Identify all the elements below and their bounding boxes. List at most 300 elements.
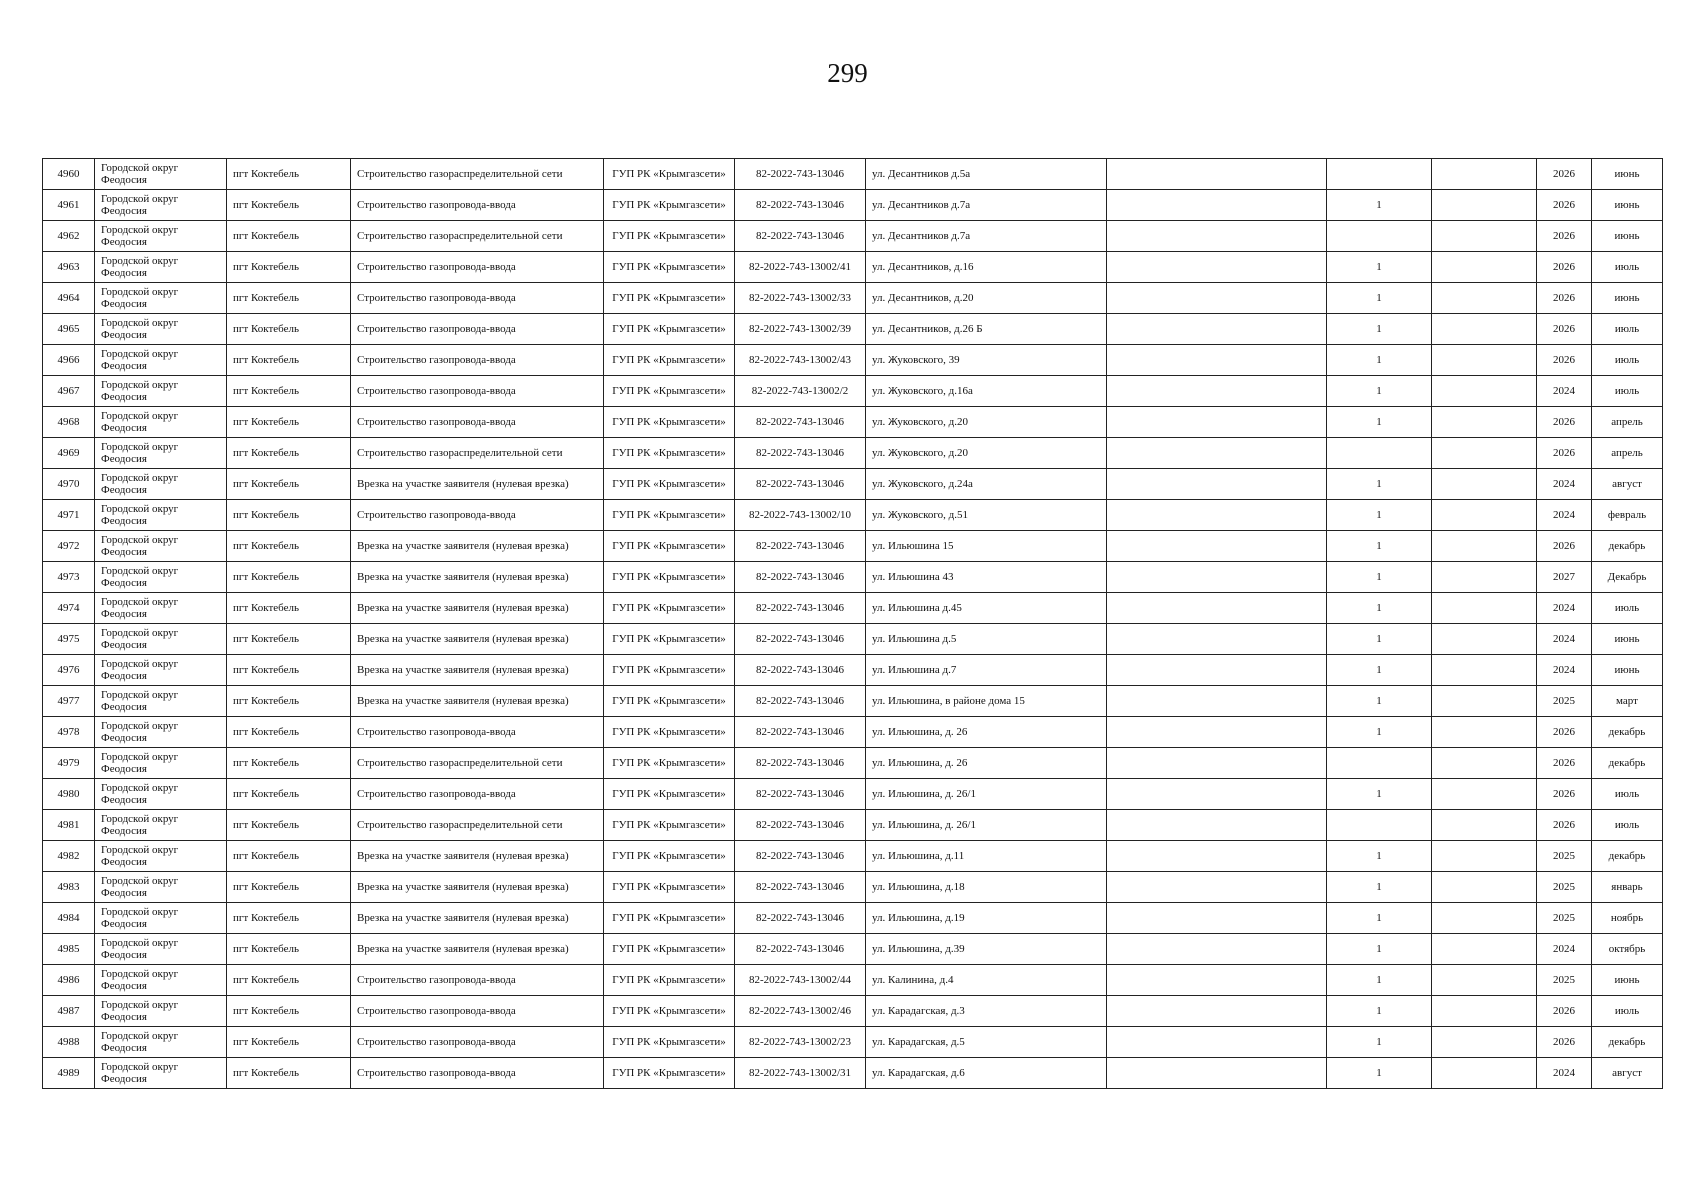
settlement-cell: пгт Коктебель (227, 469, 351, 500)
municipality-cell: Городской округ Феодосия (95, 1058, 227, 1089)
organization-cell: ГУП РК «Крымгазсети» (604, 500, 735, 531)
empty-cell (1107, 779, 1327, 810)
row-number: 4965 (43, 314, 95, 345)
address-cell: ул. Карадагская, д.3 (866, 996, 1107, 1027)
organization-cell: ГУП РК «Крымгазсети» (604, 407, 735, 438)
municipality-cell: Городской округ Феодосия (95, 593, 227, 624)
program-code-cell: 82-2022-743-13002/46 (735, 996, 866, 1027)
row-number: 4986 (43, 965, 95, 996)
empty-cell (1432, 965, 1537, 996)
work-type-cell: Строительство газопровода-ввода (351, 996, 604, 1027)
address-cell: ул. Ильюшина, д. 26 (866, 717, 1107, 748)
work-type-cell: Врезка на участке заявителя (нулевая врезка) (351, 624, 604, 655)
empty-cell (1432, 1058, 1537, 1089)
settlement-cell: пгт Коктебель (227, 190, 351, 221)
work-type-cell: Строительство газопровода-ввода (351, 717, 604, 748)
empty-cell (1107, 717, 1327, 748)
settlement-cell: пгт Коктебель (227, 872, 351, 903)
settlement-cell: пгт Коктебель (227, 779, 351, 810)
table-row (43, 1058, 1663, 1089)
empty-cell (1432, 686, 1537, 717)
settlement-cell: пгт Коктебель (227, 655, 351, 686)
organization-cell: ГУП РК «Крымгазсети» (604, 686, 735, 717)
program-code-cell: 82-2022-743-13046 (735, 872, 866, 903)
month-cell: ноябрь (1592, 903, 1663, 934)
year-cell: 2026 (1537, 283, 1592, 314)
municipality-cell: Городской округ Феодосия (95, 159, 227, 190)
year-cell: 2026 (1537, 531, 1592, 562)
address-cell: ул. Ильюшина 15 (866, 531, 1107, 562)
settlement-cell: пгт Коктебель (227, 438, 351, 469)
address-cell: ул. Жуковского, 39 (866, 345, 1107, 376)
work-type-cell: Строительство газопровода-ввода (351, 345, 604, 376)
empty-cell (1107, 934, 1327, 965)
program-code-cell: 82-2022-743-13002/33 (735, 283, 866, 314)
row-number: 4967 (43, 376, 95, 407)
organization-cell: ГУП РК «Крымгазсети» (604, 1058, 735, 1089)
work-type-cell: Врезка на участке заявителя (нулевая врезка) (351, 531, 604, 562)
municipality-cell: Городской округ Феодосия (95, 562, 227, 593)
page-number: 299 (827, 58, 868, 88)
empty-cell (1432, 841, 1537, 872)
program-code-cell: 82-2022-743-13046 (735, 159, 866, 190)
empty-cell (1432, 438, 1537, 469)
work-type-cell: Врезка на участке заявителя (нулевая врезка) (351, 872, 604, 903)
month-cell: Декабрь (1592, 562, 1663, 593)
year-cell: 2025 (1537, 965, 1592, 996)
settlement-cell: пгт Коктебель (227, 748, 351, 779)
municipality-cell: Городской округ Феодосия (95, 748, 227, 779)
work-type-cell: Врезка на участке заявителя (нулевая врезка) (351, 841, 604, 872)
municipality-cell: Городской округ Феодосия (95, 531, 227, 562)
organization-cell: ГУП РК «Крымгазсети» (604, 903, 735, 934)
address-cell: ул. Жуковского, д.20 (866, 438, 1107, 469)
year-cell: 2025 (1537, 841, 1592, 872)
empty-cell (1432, 903, 1537, 934)
organization-cell: ГУП РК «Крымгазсети» (604, 872, 735, 903)
month-cell: январь (1592, 872, 1663, 903)
empty-cell (1107, 159, 1327, 190)
empty-cell (1432, 562, 1537, 593)
table-row (43, 1027, 1663, 1058)
table-row (43, 779, 1663, 810)
address-cell: ул. Ильюшина, в районе дома 15 (866, 686, 1107, 717)
work-type-cell: Врезка на участке заявителя (нулевая врезка) (351, 903, 604, 934)
empty-cell (1432, 655, 1537, 686)
row-number: 4972 (43, 531, 95, 562)
month-cell: июль (1592, 345, 1663, 376)
municipality-cell: Городской округ Феодосия (95, 965, 227, 996)
organization-cell: ГУП РК «Крымгазсети» (604, 345, 735, 376)
table-row (43, 872, 1663, 903)
municipality-cell: Городской округ Феодосия (95, 655, 227, 686)
program-code-cell: 82-2022-743-13002/41 (735, 252, 866, 283)
row-number: 4960 (43, 159, 95, 190)
municipality-cell: Городской округ Феодосия (95, 345, 227, 376)
work-type-cell: Строительство газопровода-ввода (351, 376, 604, 407)
work-type-cell: Строительство газораспределительной сети (351, 810, 604, 841)
program-code-cell: 82-2022-743-13046 (735, 438, 866, 469)
address-cell: ул. Ильюшина 43 (866, 562, 1107, 593)
empty-cell (1432, 252, 1537, 283)
row-number: 4973 (43, 562, 95, 593)
empty-cell (1432, 717, 1537, 748)
month-cell: июнь (1592, 655, 1663, 686)
address-cell: ул. Жуковского, д.51 (866, 500, 1107, 531)
tie-in-count-cell: 1 (1327, 283, 1432, 314)
year-cell: 2024 (1537, 376, 1592, 407)
organization-cell: ГУП РК «Крымгазсети» (604, 252, 735, 283)
empty-cell (1107, 407, 1327, 438)
program-code-cell: 82-2022-743-13046 (735, 407, 866, 438)
empty-cell (1432, 283, 1537, 314)
address-cell: ул. Жуковского, д.20 (866, 407, 1107, 438)
program-code-cell: 82-2022-743-13002/2 (735, 376, 866, 407)
empty-cell (1432, 314, 1537, 345)
row-number: 4969 (43, 438, 95, 469)
table-row (43, 965, 1663, 996)
table-row (43, 655, 1663, 686)
gasification-table (42, 158, 1663, 1089)
address-cell: ул. Десантников д.7а (866, 221, 1107, 252)
empty-cell (1107, 655, 1327, 686)
year-cell: 2026 (1537, 190, 1592, 221)
empty-cell (1107, 996, 1327, 1027)
municipality-cell: Городской округ Феодосия (95, 469, 227, 500)
table-row (43, 717, 1663, 748)
work-type-cell: Строительство газопровода-ввода (351, 190, 604, 221)
settlement-cell: пгт Коктебель (227, 717, 351, 748)
month-cell: март (1592, 686, 1663, 717)
empty-cell (1107, 965, 1327, 996)
table-row (43, 159, 1663, 190)
settlement-cell: пгт Коктебель (227, 841, 351, 872)
year-cell: 2024 (1537, 469, 1592, 500)
organization-cell: ГУП РК «Крымгазсети» (604, 748, 735, 779)
table-row (43, 686, 1663, 717)
row-number: 4984 (43, 903, 95, 934)
table-row (43, 593, 1663, 624)
month-cell: февраль (1592, 500, 1663, 531)
program-code-cell: 82-2022-743-13046 (735, 686, 866, 717)
settlement-cell: пгт Коктебель (227, 159, 351, 190)
table-row (43, 934, 1663, 965)
tie-in-count-cell: 1 (1327, 934, 1432, 965)
tie-in-count-cell: 1 (1327, 531, 1432, 562)
tie-in-count-cell (1327, 748, 1432, 779)
row-number: 4964 (43, 283, 95, 314)
table-row (43, 562, 1663, 593)
month-cell: июнь (1592, 221, 1663, 252)
organization-cell: ГУП РК «Крымгазсети» (604, 469, 735, 500)
settlement-cell: пгт Коктебель (227, 624, 351, 655)
tie-in-count-cell: 1 (1327, 655, 1432, 686)
organization-cell: ГУП РК «Крымгазсети» (604, 655, 735, 686)
program-code-cell: 82-2022-743-13002/39 (735, 314, 866, 345)
work-type-cell: Строительство газораспределительной сети (351, 159, 604, 190)
municipality-cell: Городской округ Феодосия (95, 376, 227, 407)
organization-cell: ГУП РК «Крымгазсети» (604, 810, 735, 841)
municipality-cell: Городской округ Феодосия (95, 438, 227, 469)
address-cell: ул. Десантников, д.26 Б (866, 314, 1107, 345)
row-number: 4962 (43, 221, 95, 252)
month-cell: июнь (1592, 624, 1663, 655)
address-cell: ул. Десантников д.5а (866, 159, 1107, 190)
program-code-cell: 82-2022-743-13002/31 (735, 1058, 866, 1089)
tie-in-count-cell: 1 (1327, 190, 1432, 221)
program-code-cell: 82-2022-743-13046 (735, 593, 866, 624)
empty-cell (1432, 872, 1537, 903)
empty-cell (1107, 872, 1327, 903)
empty-cell (1107, 531, 1327, 562)
empty-cell (1107, 624, 1327, 655)
settlement-cell: пгт Коктебель (227, 1058, 351, 1089)
program-code-cell: 82-2022-743-13046 (735, 903, 866, 934)
municipality-cell: Городской округ Феодосия (95, 500, 227, 531)
empty-cell (1107, 810, 1327, 841)
empty-cell (1107, 1058, 1327, 1089)
municipality-cell: Городской округ Феодосия (95, 872, 227, 903)
month-cell: июль (1592, 779, 1663, 810)
empty-cell (1107, 469, 1327, 500)
table-row (43, 283, 1663, 314)
settlement-cell: пгт Коктебель (227, 965, 351, 996)
tie-in-count-cell: 1 (1327, 1027, 1432, 1058)
empty-cell (1432, 221, 1537, 252)
tie-in-count-cell: 1 (1327, 1058, 1432, 1089)
municipality-cell: Городской округ Феодосия (95, 624, 227, 655)
empty-cell (1432, 531, 1537, 562)
settlement-cell: пгт Коктебель (227, 283, 351, 314)
empty-cell (1107, 283, 1327, 314)
month-cell: апрель (1592, 407, 1663, 438)
settlement-cell: пгт Коктебель (227, 562, 351, 593)
address-cell: ул. Ильюшина, д.18 (866, 872, 1107, 903)
empty-cell (1107, 500, 1327, 531)
address-cell: ул. Ильюшина, д. 26/1 (866, 810, 1107, 841)
month-cell: июнь (1592, 159, 1663, 190)
month-cell: июнь (1592, 965, 1663, 996)
table-row (43, 748, 1663, 779)
municipality-cell: Городской округ Феодосия (95, 407, 227, 438)
row-number: 4979 (43, 748, 95, 779)
program-code-cell: 82-2022-743-13046 (735, 655, 866, 686)
month-cell: июль (1592, 996, 1663, 1027)
municipality-cell: Городской округ Феодосия (95, 841, 227, 872)
year-cell: 2026 (1537, 810, 1592, 841)
work-type-cell: Строительство газопровода-ввода (351, 283, 604, 314)
month-cell: июль (1592, 810, 1663, 841)
empty-cell (1432, 1027, 1537, 1058)
address-cell: ул. Жуковского, д.16а (866, 376, 1107, 407)
work-type-cell: Строительство газопровода-ввода (351, 965, 604, 996)
empty-cell (1107, 376, 1327, 407)
empty-cell (1432, 748, 1537, 779)
empty-cell (1107, 748, 1327, 779)
year-cell: 2026 (1537, 314, 1592, 345)
table-row (43, 221, 1663, 252)
year-cell: 2026 (1537, 252, 1592, 283)
municipality-cell: Городской округ Феодосия (95, 283, 227, 314)
address-cell: ул. Десантников, д.20 (866, 283, 1107, 314)
address-cell: ул. Калинина, д.4 (866, 965, 1107, 996)
empty-cell (1432, 469, 1537, 500)
municipality-cell: Городской округ Феодосия (95, 221, 227, 252)
municipality-cell: Городской округ Феодосия (95, 779, 227, 810)
settlement-cell: пгт Коктебель (227, 810, 351, 841)
table-row (43, 190, 1663, 221)
municipality-cell: Городской округ Феодосия (95, 810, 227, 841)
tie-in-count-cell: 1 (1327, 469, 1432, 500)
organization-cell: ГУП РК «Крымгазсети» (604, 996, 735, 1027)
year-cell: 2024 (1537, 593, 1592, 624)
table-row (43, 376, 1663, 407)
empty-cell (1432, 500, 1537, 531)
tie-in-count-cell: 1 (1327, 903, 1432, 934)
empty-cell (1432, 624, 1537, 655)
empty-cell (1107, 841, 1327, 872)
municipality-cell: Городской округ Феодосия (95, 314, 227, 345)
empty-cell (1107, 345, 1327, 376)
year-cell: 2024 (1537, 500, 1592, 531)
program-code-cell: 82-2022-743-13046 (735, 934, 866, 965)
table-row (43, 438, 1663, 469)
empty-cell (1107, 562, 1327, 593)
year-cell: 2026 (1537, 159, 1592, 190)
organization-cell: ГУП РК «Крымгазсети» (604, 376, 735, 407)
tie-in-count-cell (1327, 221, 1432, 252)
work-type-cell: Строительство газопровода-ввода (351, 314, 604, 345)
address-cell: ул. Десантников, д.16 (866, 252, 1107, 283)
address-cell: ул. Ильюшина, д.19 (866, 903, 1107, 934)
month-cell: август (1592, 469, 1663, 500)
program-code-cell: 82-2022-743-13002/10 (735, 500, 866, 531)
year-cell: 2026 (1537, 779, 1592, 810)
settlement-cell: пгт Коктебель (227, 531, 351, 562)
row-number: 4988 (43, 1027, 95, 1058)
row-number: 4981 (43, 810, 95, 841)
empty-cell (1432, 376, 1537, 407)
row-number: 4968 (43, 407, 95, 438)
settlement-cell: пгт Коктебель (227, 1027, 351, 1058)
settlement-cell: пгт Коктебель (227, 934, 351, 965)
organization-cell: ГУП РК «Крымгазсети» (604, 717, 735, 748)
row-number: 4987 (43, 996, 95, 1027)
row-number: 4983 (43, 872, 95, 903)
table-row (43, 903, 1663, 934)
table-row (43, 810, 1663, 841)
address-cell: ул. Карадагская, д.6 (866, 1058, 1107, 1089)
organization-cell: ГУП РК «Крымгазсети» (604, 562, 735, 593)
work-type-cell: Строительство газопровода-ввода (351, 779, 604, 810)
empty-cell (1432, 407, 1537, 438)
program-code-cell: 82-2022-743-13046 (735, 624, 866, 655)
table-row (43, 531, 1663, 562)
work-type-cell: Врезка на участке заявителя (нулевая врезка) (351, 686, 604, 717)
row-number: 4976 (43, 655, 95, 686)
tie-in-count-cell: 1 (1327, 562, 1432, 593)
year-cell: 2026 (1537, 438, 1592, 469)
program-code-cell: 82-2022-743-13046 (735, 531, 866, 562)
empty-cell (1107, 314, 1327, 345)
tie-in-count-cell (1327, 159, 1432, 190)
row-number: 4982 (43, 841, 95, 872)
settlement-cell: пгт Коктебель (227, 593, 351, 624)
settlement-cell: пгт Коктебель (227, 407, 351, 438)
row-number: 4971 (43, 500, 95, 531)
empty-cell (1432, 996, 1537, 1027)
address-cell: ул. Жуковского, д.24а (866, 469, 1107, 500)
address-cell: ул. Ильюшина д.45 (866, 593, 1107, 624)
month-cell: июль (1592, 314, 1663, 345)
table-row (43, 500, 1663, 531)
empty-cell (1107, 686, 1327, 717)
program-code-cell: 82-2022-743-13046 (735, 779, 866, 810)
program-code-cell: 82-2022-743-13046 (735, 469, 866, 500)
tie-in-count-cell: 1 (1327, 500, 1432, 531)
tie-in-count-cell (1327, 438, 1432, 469)
year-cell: 2026 (1537, 1027, 1592, 1058)
tie-in-count-cell: 1 (1327, 779, 1432, 810)
address-cell: ул. Десантников д.7а (866, 190, 1107, 221)
month-cell: июнь (1592, 190, 1663, 221)
settlement-cell: пгт Коктебель (227, 252, 351, 283)
organization-cell: ГУП РК «Крымгазсети» (604, 841, 735, 872)
empty-cell (1107, 221, 1327, 252)
address-cell: ул. Ильюшина, д.11 (866, 841, 1107, 872)
year-cell: 2025 (1537, 686, 1592, 717)
year-cell: 2025 (1537, 872, 1592, 903)
work-type-cell: Строительство газопровода-ввода (351, 1058, 604, 1089)
empty-cell (1432, 593, 1537, 624)
program-code-cell: 82-2022-743-13046 (735, 717, 866, 748)
month-cell: июль (1592, 593, 1663, 624)
month-cell: декабрь (1592, 717, 1663, 748)
row-number: 4975 (43, 624, 95, 655)
table-row (43, 252, 1663, 283)
work-type-cell: Строительство газораспределительной сети (351, 438, 604, 469)
organization-cell: ГУП РК «Крымгазсети» (604, 221, 735, 252)
address-cell: ул. Карадагская, д.5 (866, 1027, 1107, 1058)
program-code-cell: 82-2022-743-13046 (735, 562, 866, 593)
year-cell: 2026 (1537, 345, 1592, 376)
program-code-cell: 82-2022-743-13046 (735, 748, 866, 779)
month-cell: июль (1592, 252, 1663, 283)
settlement-cell: пгт Коктебель (227, 314, 351, 345)
table-row (43, 841, 1663, 872)
program-code-cell: 82-2022-743-13046 (735, 810, 866, 841)
organization-cell: ГУП РК «Крымгазсети» (604, 1027, 735, 1058)
work-type-cell: Врезка на участке заявителя (нулевая врезка) (351, 593, 604, 624)
tie-in-count-cell: 1 (1327, 376, 1432, 407)
table-row (43, 345, 1663, 376)
organization-cell: ГУП РК «Крымгазсети» (604, 965, 735, 996)
month-cell: июль (1592, 376, 1663, 407)
settlement-cell: пгт Коктебель (227, 376, 351, 407)
empty-cell (1107, 1027, 1327, 1058)
organization-cell: ГУП РК «Крымгазсети» (604, 438, 735, 469)
tie-in-count-cell: 1 (1327, 841, 1432, 872)
program-code-cell: 82-2022-743-13046 (735, 190, 866, 221)
municipality-cell: Городской округ Феодосия (95, 934, 227, 965)
work-type-cell: Строительство газораспределительной сети (351, 748, 604, 779)
empty-cell (1432, 934, 1537, 965)
municipality-cell: Городской округ Феодосия (95, 1027, 227, 1058)
settlement-cell: пгт Коктебель (227, 903, 351, 934)
address-cell: ул. Ильюшина, д. 26/1 (866, 779, 1107, 810)
program-code-cell: 82-2022-743-13002/23 (735, 1027, 866, 1058)
tie-in-count-cell: 1 (1327, 872, 1432, 903)
